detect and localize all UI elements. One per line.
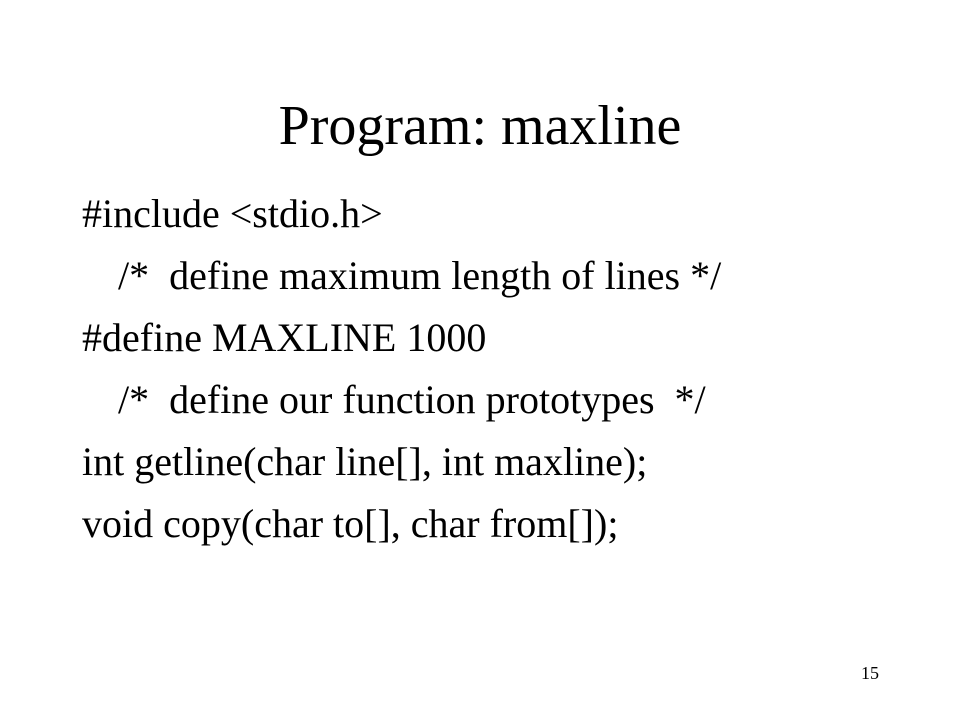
code-line-comment-maxline: /* define maximum length of lines */ xyxy=(118,253,722,298)
code-line-comment-prototypes: /* define our function prototypes */ xyxy=(118,377,706,422)
slide-title: Program: maxline xyxy=(278,95,682,157)
code-line-getline-prototype: int getline(char line[], int maxline); xyxy=(82,439,648,484)
code-line-copy-prototype: void copy(char to[], char from[]); xyxy=(82,501,619,546)
code-listing xyxy=(82,183,922,555)
code-line-include: #include <stdio.h> xyxy=(82,191,383,236)
page-number: 15 xyxy=(861,663,879,683)
code-line-define: #define MAXLINE 1000 xyxy=(82,315,487,360)
